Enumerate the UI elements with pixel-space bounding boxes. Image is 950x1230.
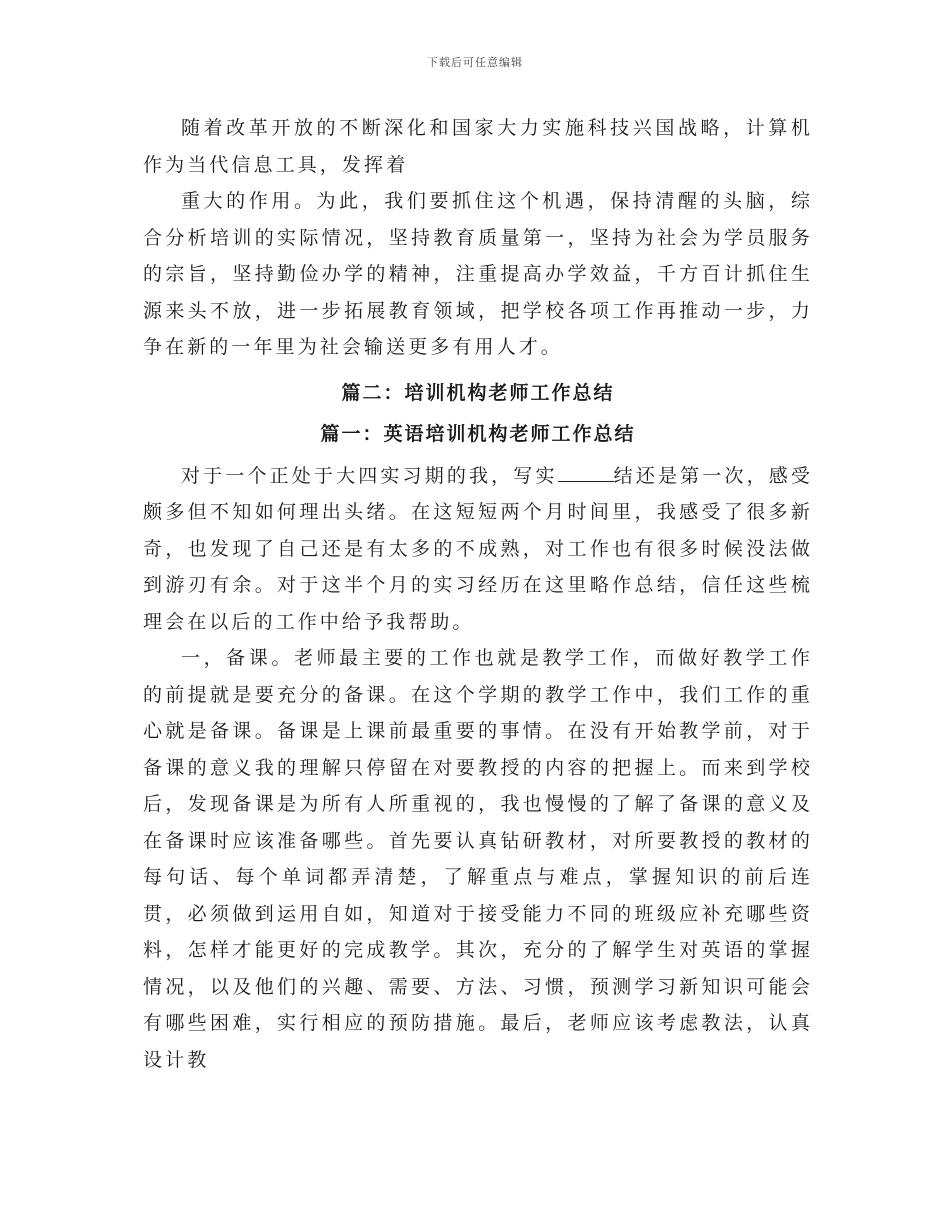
paragraph-text-before-blank: 对于一个正处于大四实习期的我，写实 <box>181 464 558 487</box>
header-note: 下载后可任意编辑 <box>427 56 523 69</box>
section-heading-part1: 篇一：英语培训机构老师工作总结 <box>320 422 636 445</box>
fill-in-blank <box>558 461 614 482</box>
intro-paragraph-continuation: 重大的作用。为此，我们要抓住这个机遇，保持清醒的头脑，综合分析培训的实际情况，坚持教育质量第一，坚持为社会为学员服务的宗旨，坚持勤俭办学的精神，注重提高办学效益，千方百计抓住生源来头不放，进一步拓展教育领域，把学校各项工作再推动一步，力争在新的一年里为社会输送更多有用人才。 <box>143 190 813 358</box>
paragraph-internship-intro <box>143 458 813 641</box>
document-body <box>143 110 813 1078</box>
section-heading-part2: 篇二：培训机构老师工作总结 <box>341 381 615 404</box>
paragraph-text-after-blank: 结还是第一次，感受颇多但不知如何理出头绪。在这短短两个月时间里，我感受了很多新奇，也发现了自己还是有太多的不成熟，对工作也有很多时候没法做到游刃有余。对于这半个月的实习经历在这里略作总结，信任这些梳理会在以后的工作中给予我帮助。 <box>143 464 814 633</box>
paragraph-lesson-preparation: 一，备课。老师最主要的工作也就是教学工作，而做好教学工作的前提就是要充分的备课。在这个学期的教学工作中，我们工作的重心就是备课。备课是上课前最重要的事情。在没有开始教学前，对于备课的意义我的理解只停留在对要教授的内容的把握上。而来到学校后，发现备课是为所有人所重视的，我也慢慢的了解了备课的意义及在备课时应该准备哪些。首先要认真钻研教材，对所要教授的教材的每句话、每个单词都弄清楚，了解重点与难点，掌握知识的前后连贯，必须做到运用自如，知道对于接受能力不同的班级应补充哪些资料，怎样才能更好的完成教学。其次，充分的了解学生对英语的掌握情况，以及他们的兴趣、需要、方法、习惯，预测学习新知识可能会有哪些困难，实行相应的预防措施。最后，老师应该考虑教法，认真设计教 <box>143 647 813 1071</box>
intro-paragraph-line1: 随着改革开放的不断深化和国家大力实施科技兴国战略，计算机作为当代信息工具，发挥着 <box>143 117 813 176</box>
